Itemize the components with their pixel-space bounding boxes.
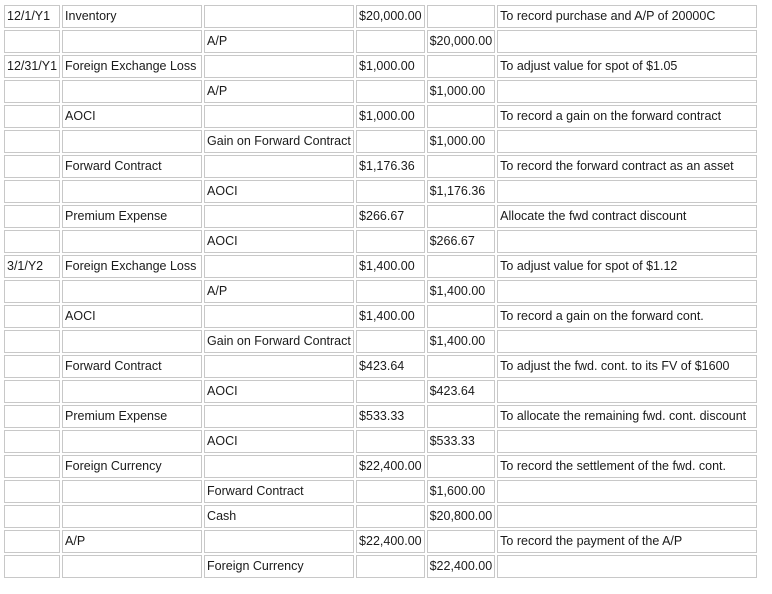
debit-account-cell xyxy=(62,180,202,203)
debit-amount-cell: $266.67 xyxy=(356,205,425,228)
debit-amount-cell: $1,000.00 xyxy=(356,55,425,78)
debit-account-cell xyxy=(62,330,202,353)
debit-account-cell xyxy=(62,230,202,253)
debit-amount-cell: $20,000.00 xyxy=(356,5,425,28)
debit-amount-cell xyxy=(356,505,425,528)
table-row xyxy=(4,5,757,28)
debit-account-cell xyxy=(62,30,202,53)
explanation-cell xyxy=(497,180,757,203)
debit-account-cell: Foreign Exchange Loss xyxy=(62,55,202,78)
credit-account-cell: Forward Contract xyxy=(204,480,354,503)
debit-account-cell: Forward Contract xyxy=(62,355,202,378)
credit-amount-cell xyxy=(427,305,496,328)
explanation-cell: To record the forward contract as an asset xyxy=(497,155,757,178)
debit-account-cell xyxy=(62,80,202,103)
credit-account-cell: Gain on Forward Contract xyxy=(204,130,354,153)
credit-account-cell xyxy=(204,155,354,178)
table-row xyxy=(4,55,757,78)
explanation-cell: To adjust value for spot of $1.12 xyxy=(497,255,757,278)
journal-entries-container xyxy=(2,3,759,580)
explanation-cell xyxy=(497,480,757,503)
debit-amount-cell xyxy=(356,130,425,153)
credit-amount-cell: $1,176.36 xyxy=(427,180,496,203)
debit-account-cell: Premium Expense xyxy=(62,405,202,428)
credit-amount-cell: $1,600.00 xyxy=(427,480,496,503)
explanation-cell: To record the settlement of the fwd. cont. xyxy=(497,455,757,478)
date-cell: 12/31/Y1 xyxy=(4,55,60,78)
credit-account-cell xyxy=(204,305,354,328)
date-cell xyxy=(4,180,60,203)
date-cell xyxy=(4,330,60,353)
debit-account-cell xyxy=(62,380,202,403)
explanation-cell: To adjust the fwd. cont. to its FV of $1600 xyxy=(497,355,757,378)
table-row xyxy=(4,505,757,528)
credit-amount-cell: $20,800.00 xyxy=(427,505,496,528)
credit-account-cell: AOCI xyxy=(204,380,354,403)
debit-amount-cell xyxy=(356,555,425,578)
table-row xyxy=(4,205,757,228)
table-row xyxy=(4,405,757,428)
credit-amount-cell: $533.33 xyxy=(427,430,496,453)
credit-amount-cell xyxy=(427,405,496,428)
credit-amount-cell: $20,000.00 xyxy=(427,30,496,53)
table-row xyxy=(4,230,757,253)
credit-account-cell: A/P xyxy=(204,280,354,303)
explanation-cell: To record a gain on the forward contract xyxy=(497,105,757,128)
explanation-cell: Allocate the fwd contract discount xyxy=(497,205,757,228)
credit-amount-cell xyxy=(427,5,496,28)
date-cell xyxy=(4,505,60,528)
date-cell xyxy=(4,230,60,253)
date-cell xyxy=(4,530,60,553)
credit-account-cell xyxy=(204,55,354,78)
credit-account-cell xyxy=(204,405,354,428)
debit-account-cell xyxy=(62,555,202,578)
table-row xyxy=(4,330,757,353)
credit-amount-cell: $1,400.00 xyxy=(427,330,496,353)
credit-account-cell: AOCI xyxy=(204,430,354,453)
credit-account-cell xyxy=(204,205,354,228)
debit-account-cell: AOCI xyxy=(62,305,202,328)
debit-amount-cell xyxy=(356,80,425,103)
explanation-cell: To allocate the remaining fwd. cont. discount xyxy=(497,405,757,428)
explanation-cell xyxy=(497,555,757,578)
credit-amount-cell xyxy=(427,155,496,178)
explanation-cell xyxy=(497,30,757,53)
date-cell xyxy=(4,430,60,453)
debit-amount-cell: $1,400.00 xyxy=(356,305,425,328)
explanation-cell xyxy=(497,380,757,403)
table-row xyxy=(4,105,757,128)
debit-account-cell: Foreign Exchange Loss xyxy=(62,255,202,278)
date-cell xyxy=(4,105,60,128)
debit-amount-cell: $1,176.36 xyxy=(356,155,425,178)
debit-amount-cell xyxy=(356,380,425,403)
table-row xyxy=(4,130,757,153)
explanation-cell: To record a gain on the forward cont. xyxy=(497,305,757,328)
debit-amount-cell xyxy=(356,230,425,253)
credit-account-cell: Cash xyxy=(204,505,354,528)
debit-account-cell xyxy=(62,130,202,153)
explanation-cell xyxy=(497,80,757,103)
credit-amount-cell xyxy=(427,105,496,128)
debit-amount-cell: $423.64 xyxy=(356,355,425,378)
table-row xyxy=(4,530,757,553)
credit-account-cell: Foreign Currency xyxy=(204,555,354,578)
date-cell xyxy=(4,305,60,328)
credit-account-cell: A/P xyxy=(204,80,354,103)
explanation-cell xyxy=(497,430,757,453)
date-cell xyxy=(4,405,60,428)
debit-amount-cell xyxy=(356,180,425,203)
date-cell xyxy=(4,455,60,478)
explanation-cell: To record purchase and A/P of 20000C xyxy=(497,5,757,28)
debit-amount-cell: $22,400.00 xyxy=(356,530,425,553)
credit-account-cell xyxy=(204,255,354,278)
explanation-cell xyxy=(497,330,757,353)
table-row xyxy=(4,255,757,278)
table-row xyxy=(4,30,757,53)
credit-amount-cell xyxy=(427,355,496,378)
table-row xyxy=(4,305,757,328)
debit-account-cell: AOCI xyxy=(62,105,202,128)
debit-amount-cell xyxy=(356,330,425,353)
table-row xyxy=(4,455,757,478)
table-row xyxy=(4,355,757,378)
credit-account-cell xyxy=(204,355,354,378)
table-row xyxy=(4,280,757,303)
debit-amount-cell xyxy=(356,30,425,53)
debit-amount-cell xyxy=(356,430,425,453)
debit-account-cell: Premium Expense xyxy=(62,205,202,228)
date-cell xyxy=(4,480,60,503)
credit-amount-cell: $1,000.00 xyxy=(427,130,496,153)
credit-amount-cell: $22,400.00 xyxy=(427,555,496,578)
explanation-cell xyxy=(497,505,757,528)
credit-account-cell xyxy=(204,455,354,478)
date-cell xyxy=(4,380,60,403)
credit-account-cell xyxy=(204,530,354,553)
date-cell xyxy=(4,280,60,303)
date-cell: 3/1/Y2 xyxy=(4,255,60,278)
table-row xyxy=(4,180,757,203)
table-row xyxy=(4,155,757,178)
debit-account-cell: Forward Contract xyxy=(62,155,202,178)
credit-amount-cell xyxy=(427,255,496,278)
explanation-cell xyxy=(497,280,757,303)
credit-amount-cell xyxy=(427,205,496,228)
explanation-cell xyxy=(497,230,757,253)
journal-entries-body xyxy=(4,5,757,578)
table-row xyxy=(4,430,757,453)
date-cell xyxy=(4,355,60,378)
debit-account-cell xyxy=(62,280,202,303)
journal-entries-table xyxy=(2,3,759,580)
credit-amount-cell xyxy=(427,530,496,553)
credit-amount-cell xyxy=(427,55,496,78)
debit-account-cell: A/P xyxy=(62,530,202,553)
debit-account-cell: Foreign Currency xyxy=(62,455,202,478)
debit-amount-cell xyxy=(356,480,425,503)
date-cell: 12/1/Y1 xyxy=(4,5,60,28)
date-cell xyxy=(4,30,60,53)
date-cell xyxy=(4,155,60,178)
credit-account-cell: AOCI xyxy=(204,180,354,203)
credit-account-cell: A/P xyxy=(204,30,354,53)
date-cell xyxy=(4,80,60,103)
explanation-cell: To record the payment of the A/P xyxy=(497,530,757,553)
debit-amount-cell: $1,000.00 xyxy=(356,105,425,128)
credit-amount-cell: $1,000.00 xyxy=(427,80,496,103)
table-row xyxy=(4,80,757,103)
table-row xyxy=(4,380,757,403)
table-row xyxy=(4,555,757,578)
table-row xyxy=(4,480,757,503)
debit-amount-cell: $533.33 xyxy=(356,405,425,428)
date-cell xyxy=(4,205,60,228)
debit-amount-cell: $22,400.00 xyxy=(356,455,425,478)
explanation-cell: To adjust value for spot of $1.05 xyxy=(497,55,757,78)
explanation-cell xyxy=(497,130,757,153)
date-cell xyxy=(4,130,60,153)
credit-amount-cell xyxy=(427,455,496,478)
date-cell xyxy=(4,555,60,578)
debit-amount-cell xyxy=(356,280,425,303)
debit-amount-cell: $1,400.00 xyxy=(356,255,425,278)
debit-account-cell: Inventory xyxy=(62,5,202,28)
credit-account-cell: Gain on Forward Contract xyxy=(204,330,354,353)
debit-account-cell xyxy=(62,480,202,503)
credit-amount-cell: $1,400.00 xyxy=(427,280,496,303)
credit-amount-cell: $423.64 xyxy=(427,380,496,403)
debit-account-cell xyxy=(62,505,202,528)
credit-account-cell xyxy=(204,105,354,128)
credit-amount-cell: $266.67 xyxy=(427,230,496,253)
credit-account-cell xyxy=(204,5,354,28)
credit-account-cell: AOCI xyxy=(204,230,354,253)
debit-account-cell xyxy=(62,430,202,453)
